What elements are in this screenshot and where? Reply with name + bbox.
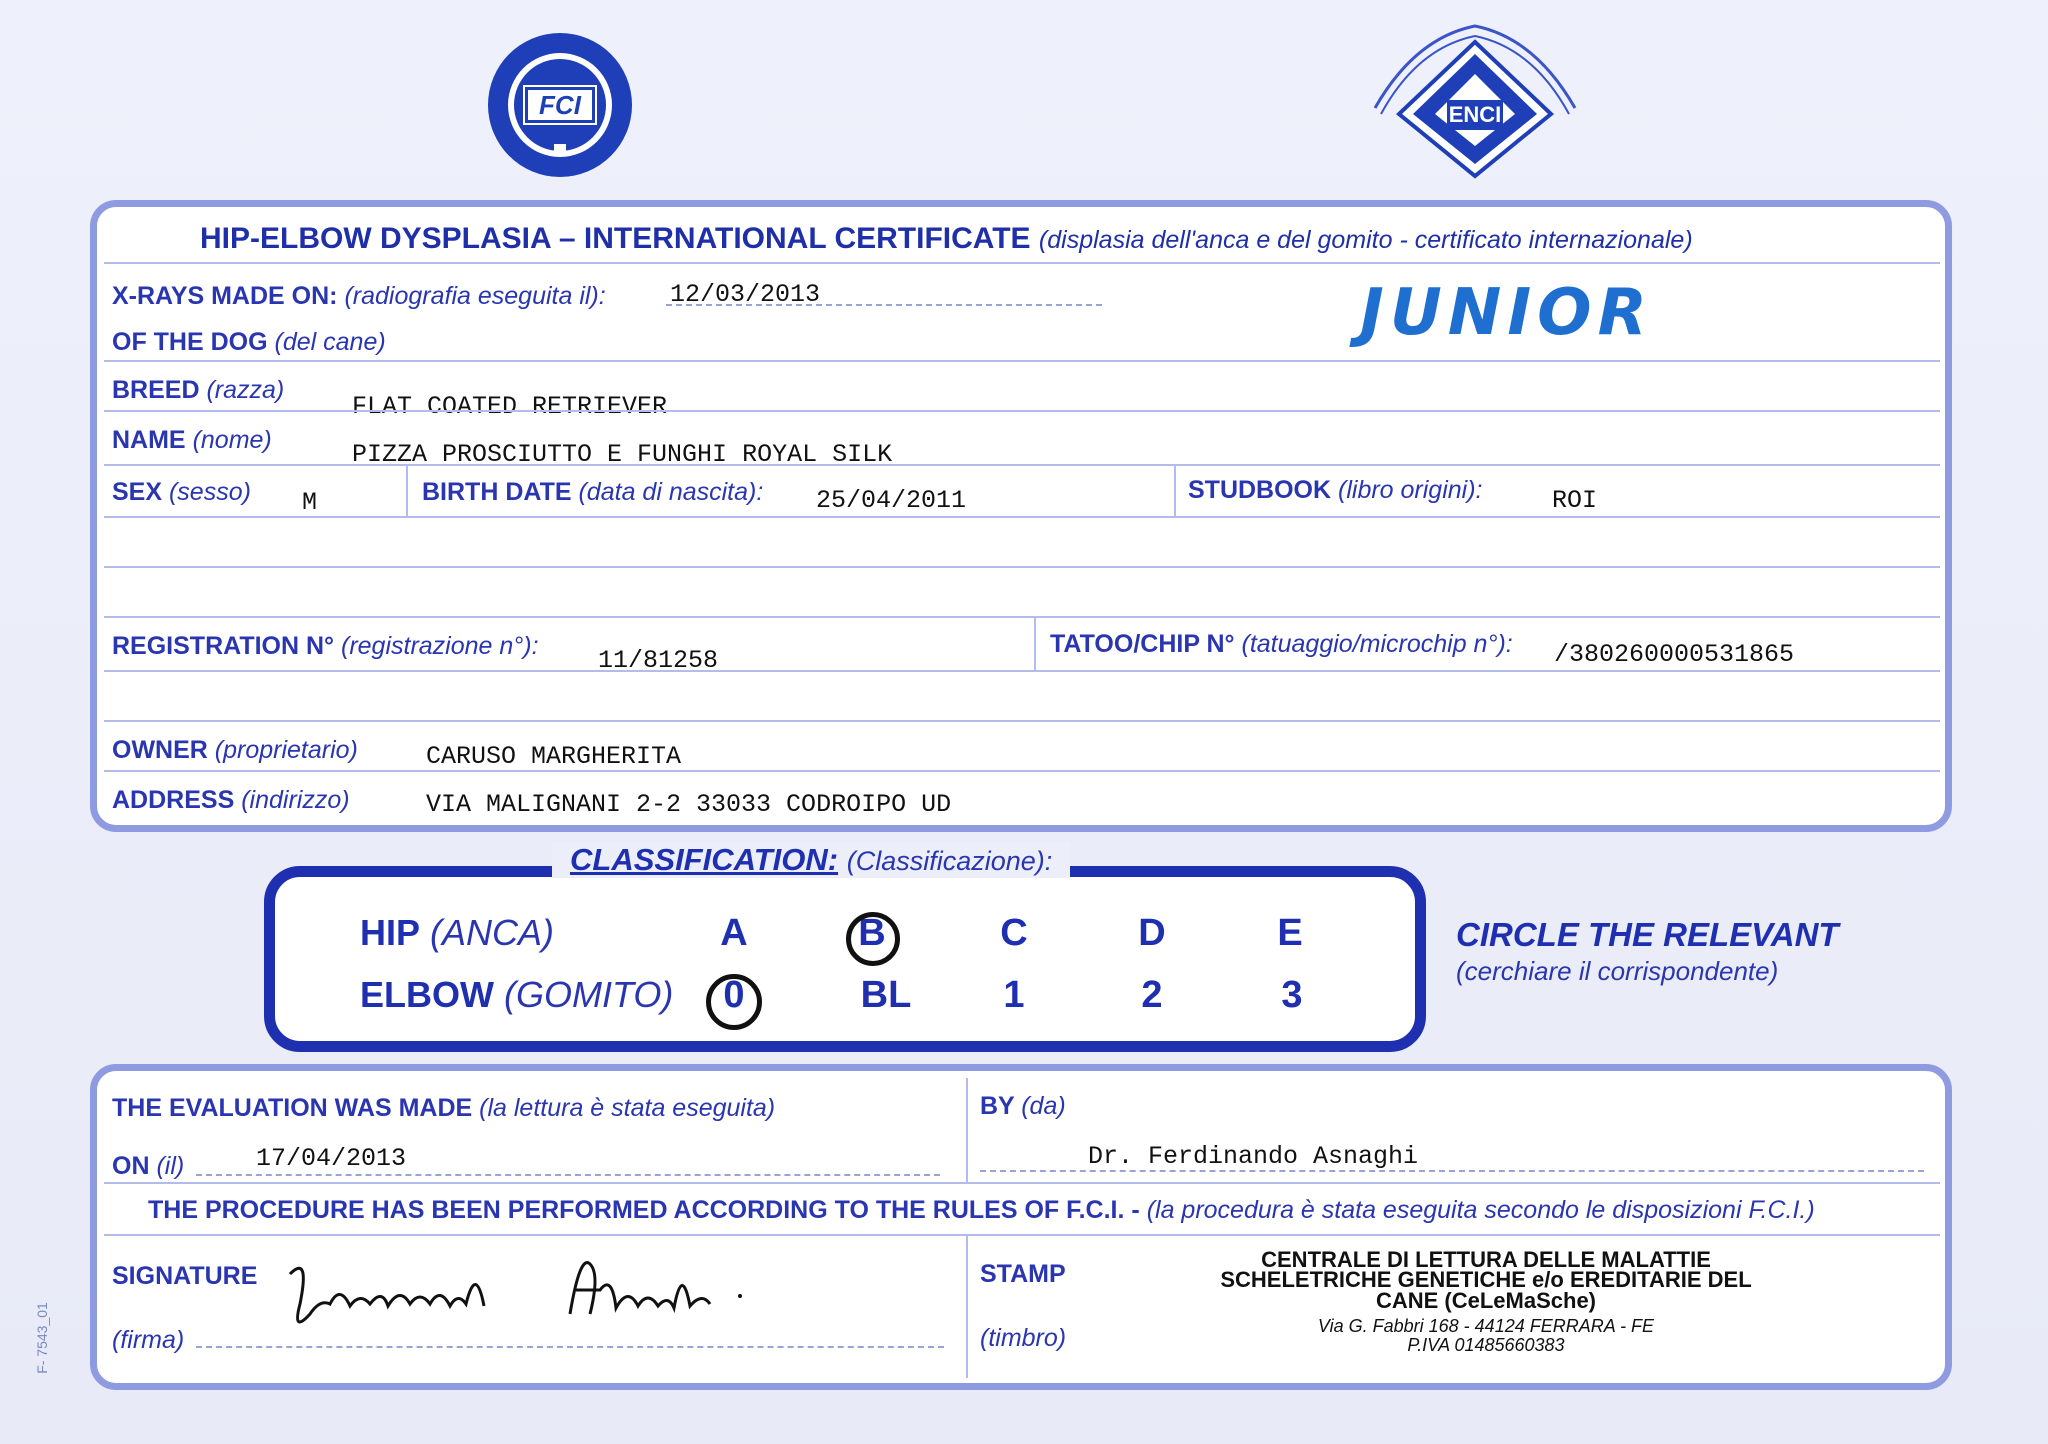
stamp-line-2: SCHELETRICHE GENETICHE e/o EREDITARIE DEL xyxy=(1220,1267,1752,1292)
circle-note: CIRCLE THE RELEVANT xyxy=(1456,916,1839,953)
hip-grade-d: D xyxy=(1138,912,1166,954)
breed-label: BREED (razza) xyxy=(112,376,285,404)
stamp-line-1: CENTRALE DI LETTURA DELLE MALATTIE xyxy=(1261,1247,1711,1272)
address-value: VIA MALIGNANI 2-2 33033 CODROIPO UD xyxy=(426,790,952,819)
certificate-title xyxy=(200,222,1693,256)
form-code: F- 7543_01 xyxy=(33,1302,50,1374)
title-en: HIP-ELBOW DYSPLASIA – INTERNATIONAL CERTIFICATE xyxy=(200,222,1031,255)
stamp-line-5: P.IVA 01485660383 xyxy=(1407,1335,1565,1355)
birth-value: 25/04/2011 xyxy=(816,486,967,515)
dog-label: OF THE DOG (del cane) xyxy=(112,328,386,356)
fci-logo xyxy=(480,32,640,178)
registration-label: REGISTRATION N° (registrazione n°): xyxy=(112,632,539,660)
classification-title: CLASSIFICATION: (Classificazione): xyxy=(552,842,1070,878)
signature-image xyxy=(270,1244,760,1344)
hip-grade-a: A xyxy=(720,912,748,954)
fci-logo-text: FCI xyxy=(539,90,581,120)
hip-grade-c: C xyxy=(1000,912,1028,954)
elbow-label: ELBOW (GOMITO) xyxy=(360,974,674,1015)
owner-label: OWNER (proprietario) xyxy=(112,736,358,764)
stamp-label: STAMP xyxy=(980,1260,1066,1288)
hip-grade-b: B xyxy=(858,912,886,954)
evaluator-name: Dr. Ferdinando Asnaghi xyxy=(1088,1142,1419,1171)
enci-logo xyxy=(1355,18,1595,180)
breed-value: FLAT COATED RETRIEVER xyxy=(352,392,668,421)
name-label: NAME (nome) xyxy=(112,426,272,454)
hip-selected-circle xyxy=(846,912,900,966)
procedure-text: THE PROCEDURE HAS BEEN PERFORMED ACCORDING TO THE RULES OF F.C.I. - (la procedura è stata eseguita secondo le disposizioni F.C.I.) xyxy=(148,1196,1815,1224)
elbow-grade-2: 2 xyxy=(1141,974,1163,1016)
name-value: PIZZA PROSCIUTTO E FUNGHI ROYAL SILK xyxy=(352,440,893,469)
xray-date: 12/03/2013 xyxy=(670,280,821,309)
elbow-grade-3: 3 xyxy=(1281,974,1303,1016)
registration-value: 11/81258 xyxy=(598,646,719,675)
title-it: (displasia dell'anca e del gomito - certificato internazionale) xyxy=(1038,226,1693,254)
evaluation-date: 17/04/2013 xyxy=(256,1144,407,1173)
sex-value: M xyxy=(302,488,318,517)
chip-value: /380260000531865 xyxy=(1554,640,1795,669)
birth-label: BIRTH DATE (data di nascita): xyxy=(422,478,764,506)
elbow-grade-1: 1 xyxy=(1003,974,1025,1016)
stamp-label-it: (timbro) xyxy=(980,1324,1067,1352)
stamp-block xyxy=(1176,1247,1796,1355)
hip-label: HIP (ANCA) xyxy=(360,912,555,953)
evaluation-label: THE EVALUATION WAS MADE (la lettura è stata eseguita) xyxy=(112,1094,776,1122)
studbook-label: STUDBOOK (libro origini): xyxy=(1188,476,1483,504)
by-label: BY (da) xyxy=(980,1092,1066,1120)
signature-label-it: (firma) xyxy=(112,1326,185,1354)
elbow-grade-bl: BL xyxy=(860,974,912,1016)
owner-value: CARUSO MARGHERITA xyxy=(426,742,682,771)
elbow-selected-circle xyxy=(706,974,762,1030)
classification-panel xyxy=(264,866,1426,1052)
hip-grade-e: E xyxy=(1277,912,1303,954)
junior-badge: JUNIOR xyxy=(1360,276,1653,350)
sex-label: SEX (sesso) xyxy=(112,478,251,506)
signature-label: SIGNATURE xyxy=(112,1262,258,1290)
address-label: ADDRESS (indirizzo) xyxy=(112,786,350,814)
stamp-line-3: CANE (CeLeMaSche) xyxy=(1375,1288,1597,1313)
enci-logo-text: ENCI xyxy=(1448,102,1502,127)
xray-label: X-RAYS MADE ON: (radiografia eseguita il): xyxy=(112,282,606,310)
stamp-line-4: Via G. Fabbri 168 - 44124 FERRARA - FE xyxy=(1317,1316,1655,1336)
chip-label: TATOO/CHIP N° (tatuaggio/microchip n°): xyxy=(1050,630,1513,658)
circle-note-it: (cerchiare il corrispondente) xyxy=(1456,956,1779,986)
on-label: ON (il) xyxy=(112,1152,185,1180)
studbook-value: ROI xyxy=(1552,486,1598,515)
elbow-grade-0: 0 xyxy=(723,974,745,1016)
